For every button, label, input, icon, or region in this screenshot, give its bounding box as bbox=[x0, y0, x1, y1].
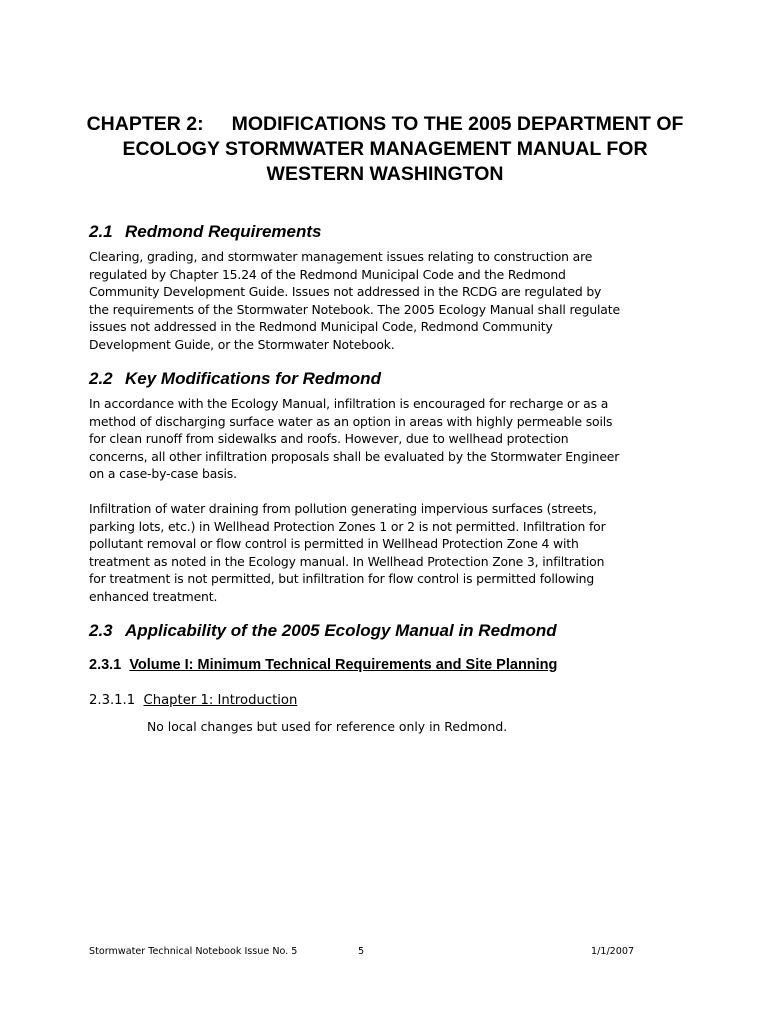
text-line: for treatment is not permitted, but infiltration for flow control is permitted following bbox=[89, 571, 595, 587]
text-line: treatment as noted in the Ecology manual. In Wellhead Protection Zone 3, infiltration bbox=[89, 553, 605, 569]
text-line: for clean runoff from sidewalks and roofs. However, due to wellhead protection bbox=[89, 431, 569, 447]
section-title: Redmond Requirements bbox=[125, 222, 322, 241]
subsection-title: Volume I: Minimum Technical Requirements and Site Planning bbox=[129, 657, 558, 673]
section-title: Key Modifications for Redmond bbox=[125, 369, 381, 388]
subsubsection-heading-2-3-1-1 bbox=[89, 693, 297, 708]
subsection-number: 2.3.1 bbox=[89, 657, 122, 673]
page-number: 5 bbox=[358, 946, 365, 957]
text-line: pollutant removal or flow control is permitted in Wellhead Protection Zone 4 with bbox=[89, 536, 579, 552]
text-line: method of discharging surface water as an option in areas with highly permeable soils bbox=[89, 413, 613, 429]
text-line: enhanced treatment. bbox=[89, 588, 218, 604]
text-line: regulated by Chapter 15.24 of the Redmond Municipal Code and the Redmond bbox=[89, 266, 566, 282]
subsubsection-number: 2.3.1.1 bbox=[89, 693, 136, 708]
section-heading-2-1 bbox=[89, 222, 321, 242]
text-line: concerns, all other infiltration proposals shall be evaluated by the Stormwater Engineer bbox=[89, 448, 620, 464]
footer-left: Stormwater Technical Notebook Issue No. 5 bbox=[89, 946, 298, 957]
chapter-title-line-3: WESTERN WASHINGTON bbox=[266, 163, 504, 185]
text-line: issues not addressed in the Redmond Municipal Code, Redmond Community bbox=[89, 319, 553, 335]
text-line: the requirements of the Stormwater Notebook. The 2005 Ecology Manual shall regulate bbox=[89, 301, 620, 317]
chapter-title-line-1 bbox=[60, 112, 710, 137]
text-line: Clearing, grading, and stormwater management issues relating to construction are bbox=[89, 249, 593, 264]
text-line: In accordance with the Ecology Manual, infiltration is encouraged for recharge or as a bbox=[89, 396, 609, 411]
paragraph-2-2-a bbox=[89, 395, 689, 483]
chapter-title-line-2: ECOLOGY STORMWATER MANAGEMENT MANUAL FOR bbox=[122, 138, 648, 160]
footer-date: 1/1/2007 bbox=[591, 946, 635, 957]
chapter-label: CHAPTER 2: bbox=[86, 113, 204, 135]
section-number: 2.1 bbox=[89, 222, 113, 241]
text-line: Community Development Guide. Issues not addressed in the RCDG are regulated by bbox=[89, 284, 602, 300]
text-line: Development Guide, or the Stormwater Notebook. bbox=[89, 336, 395, 352]
chapter-title-text-1: MODIFICATIONS TO THE 2005 DEPARTMENT OF bbox=[231, 113, 684, 135]
section-heading-2-3 bbox=[89, 621, 557, 641]
section-number: 2.3 bbox=[89, 621, 113, 640]
subsubsection-title: Chapter 1: Introduction bbox=[143, 693, 298, 708]
text-line: parking lots, etc.) in Wellhead Protection Zones 1 or 2 is not permitted. Infiltration for bbox=[89, 518, 606, 534]
paragraph-2-2-b bbox=[89, 500, 689, 606]
section-number: 2.2 bbox=[89, 369, 113, 388]
text-line: on a case-by-case basis. bbox=[89, 466, 237, 482]
section-title: Applicability of the 2005 Ecology Manual in Redmond bbox=[125, 621, 557, 640]
paragraph-2-1 bbox=[89, 248, 689, 354]
text-line: Infiltration of water draining from pollution generating impervious surfaces (streets, bbox=[89, 501, 597, 516]
subsubsection-note: No local changes but used for reference only in Redmond. bbox=[147, 719, 508, 734]
subsection-heading-2-3-1 bbox=[89, 657, 557, 673]
section-heading-2-2 bbox=[89, 369, 381, 389]
chapter-title bbox=[60, 112, 710, 187]
